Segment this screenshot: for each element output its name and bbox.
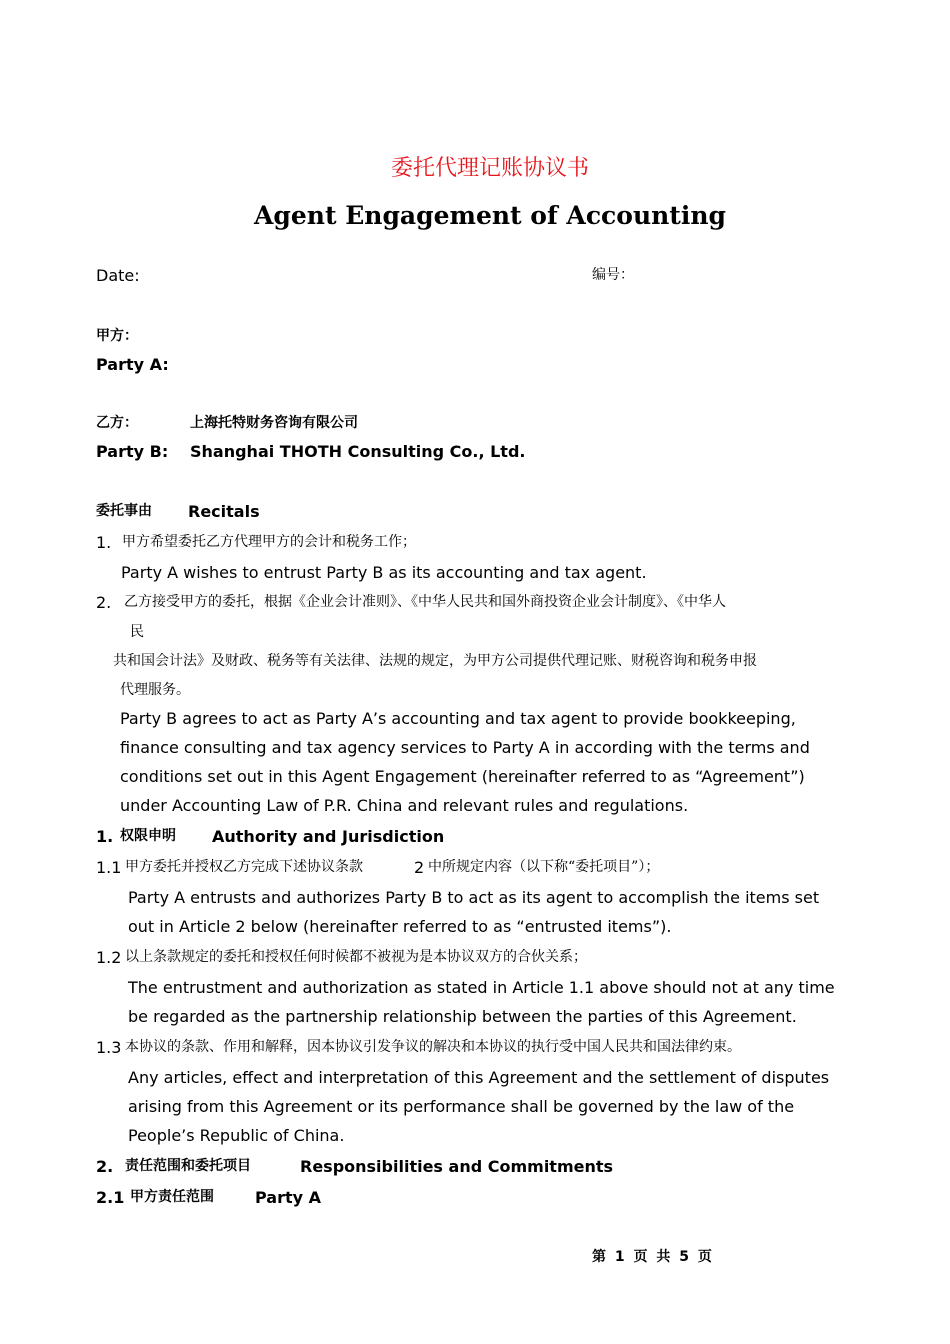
recital-1-cn: 甲方希望委托乙方代理甲方的会计和税务工作； <box>122 534 416 550</box>
section-1-heading-en: Authority and Jurisdiction <box>212 827 445 846</box>
recital-2-cn-line-2: 民 <box>130 624 144 640</box>
party-a-label-cn: 甲方： <box>96 328 138 344</box>
clause-1-3-number: 1.3 <box>96 1038 122 1057</box>
section-1-heading-cn: 权限申明 <box>120 828 176 844</box>
clause-1-3-en-line-2: arising from this Agreement or its performance shall be governed by the law of the <box>128 1097 795 1116</box>
clause-1-1-en-line-1: Party A entrusts and authorizes Party B to act as its agent to accomplish the items set <box>128 888 820 907</box>
recital-2-cn-line-4: 代理服务。 <box>120 682 190 698</box>
recital-2-en-line-1: Party B agrees to act as Party A’s accounting and tax agent to provide bookkeeping, <box>120 709 796 728</box>
recital-2-cn-line-3: 共和国会计法》及财政、税务等有关法律、法规的规定，为甲方公司提供代理记账、财税咨询和税务申报 <box>113 653 757 669</box>
clause-1-2-number: 1.2 <box>96 948 122 967</box>
party-b-name-en: Shanghai THOTH Consulting Co., Ltd. <box>190 442 526 461</box>
party-b-name-cn: 上海托特财务咨询有限公司 <box>190 415 358 431</box>
page-footer: 第 1 页 共 5 页 <box>592 1249 712 1265</box>
clause-2-1-number: 2.1 <box>96 1188 125 1207</box>
party-b-label-en: Party B: <box>96 442 169 461</box>
recital-2-en-line-2: finance consulting and tax agency services to Party A in according with the terms and <box>120 738 810 757</box>
section-2-heading-en: Responsibilities and Commitments <box>300 1157 614 1176</box>
recital-1-number: 1. <box>96 533 112 552</box>
party-a-label-en: Party A: <box>96 355 169 374</box>
clause-1-1-cn-part-a: 甲方委托并授权乙方完成下述协议条款 <box>125 859 363 875</box>
clause-1-2-cn: 以上条款规定的委托和授权任何时候都不被视为是本协议双方的合伙关系； <box>125 949 587 965</box>
recital-2-number: 2. <box>96 593 112 612</box>
clause-1-1-en-line-2: out in Article 2 below (hereinafter referred to as “entrusted items”). <box>128 917 672 936</box>
date-label: Date: <box>96 266 140 285</box>
document-title-english: Agent Engagement of Accounting <box>254 201 726 230</box>
clause-1-1-number: 1.1 <box>96 858 122 877</box>
clause-2-1-heading-en: Party A <box>255 1188 322 1207</box>
clause-2-1-heading-cn: 甲方责任范围 <box>130 1189 214 1205</box>
clause-1-3-cn: 本协议的条款、作用和解释，因本协议引发争议的解决和本协议的执行受中国人民共和国法律约束。 <box>125 1039 741 1055</box>
recital-1-en: Party A wishes to entrust Party B as its accounting and tax agent. <box>121 563 647 582</box>
document-title-chinese: 委托代理记账协议书 <box>390 156 589 181</box>
recitals-heading-en: Recitals <box>188 502 260 521</box>
section-2-heading-cn: 责任范围和委托项目 <box>125 1158 251 1174</box>
clause-1-2-en-line-1: The entrustment and authorization as stated in Article 1.1 above should not at any time <box>128 978 835 997</box>
clause-1-2-en-line-2: be regarded as the partnership relationship between the parties of this Agreement. <box>128 1007 797 1026</box>
section-2-number: 2. <box>96 1157 114 1176</box>
recitals-heading-cn: 委托事由 <box>96 503 152 519</box>
clause-1-3-en-line-1: Any articles, effect and interpretation of this Agreement and the settlement of disputes <box>128 1068 830 1087</box>
party-b-label-cn: 乙方： <box>96 415 138 431</box>
section-1-number: 1. <box>96 827 114 846</box>
number-label: 编号： <box>592 267 634 283</box>
clause-1-1-article-number: 2 <box>414 858 425 877</box>
recital-2-cn-line-1: 乙方接受甲方的委托，根据《企业会计准则》、《中华人民共和国外商投资企业会计制度》、《中华人 <box>124 594 726 610</box>
recital-2-en-line-4: under Accounting Law of P.R. China and relevant rules and regulations. <box>120 796 689 815</box>
clause-1-3-en-line-3: People’s Republic of China. <box>128 1126 345 1145</box>
clause-1-1-cn-part-b: 中所规定内容（以下称“委托项目”）； <box>428 859 660 875</box>
recital-2-en-line-3: conditions set out in this Agent Engagement (hereinafter referred to as “Agreement”) <box>120 767 805 786</box>
